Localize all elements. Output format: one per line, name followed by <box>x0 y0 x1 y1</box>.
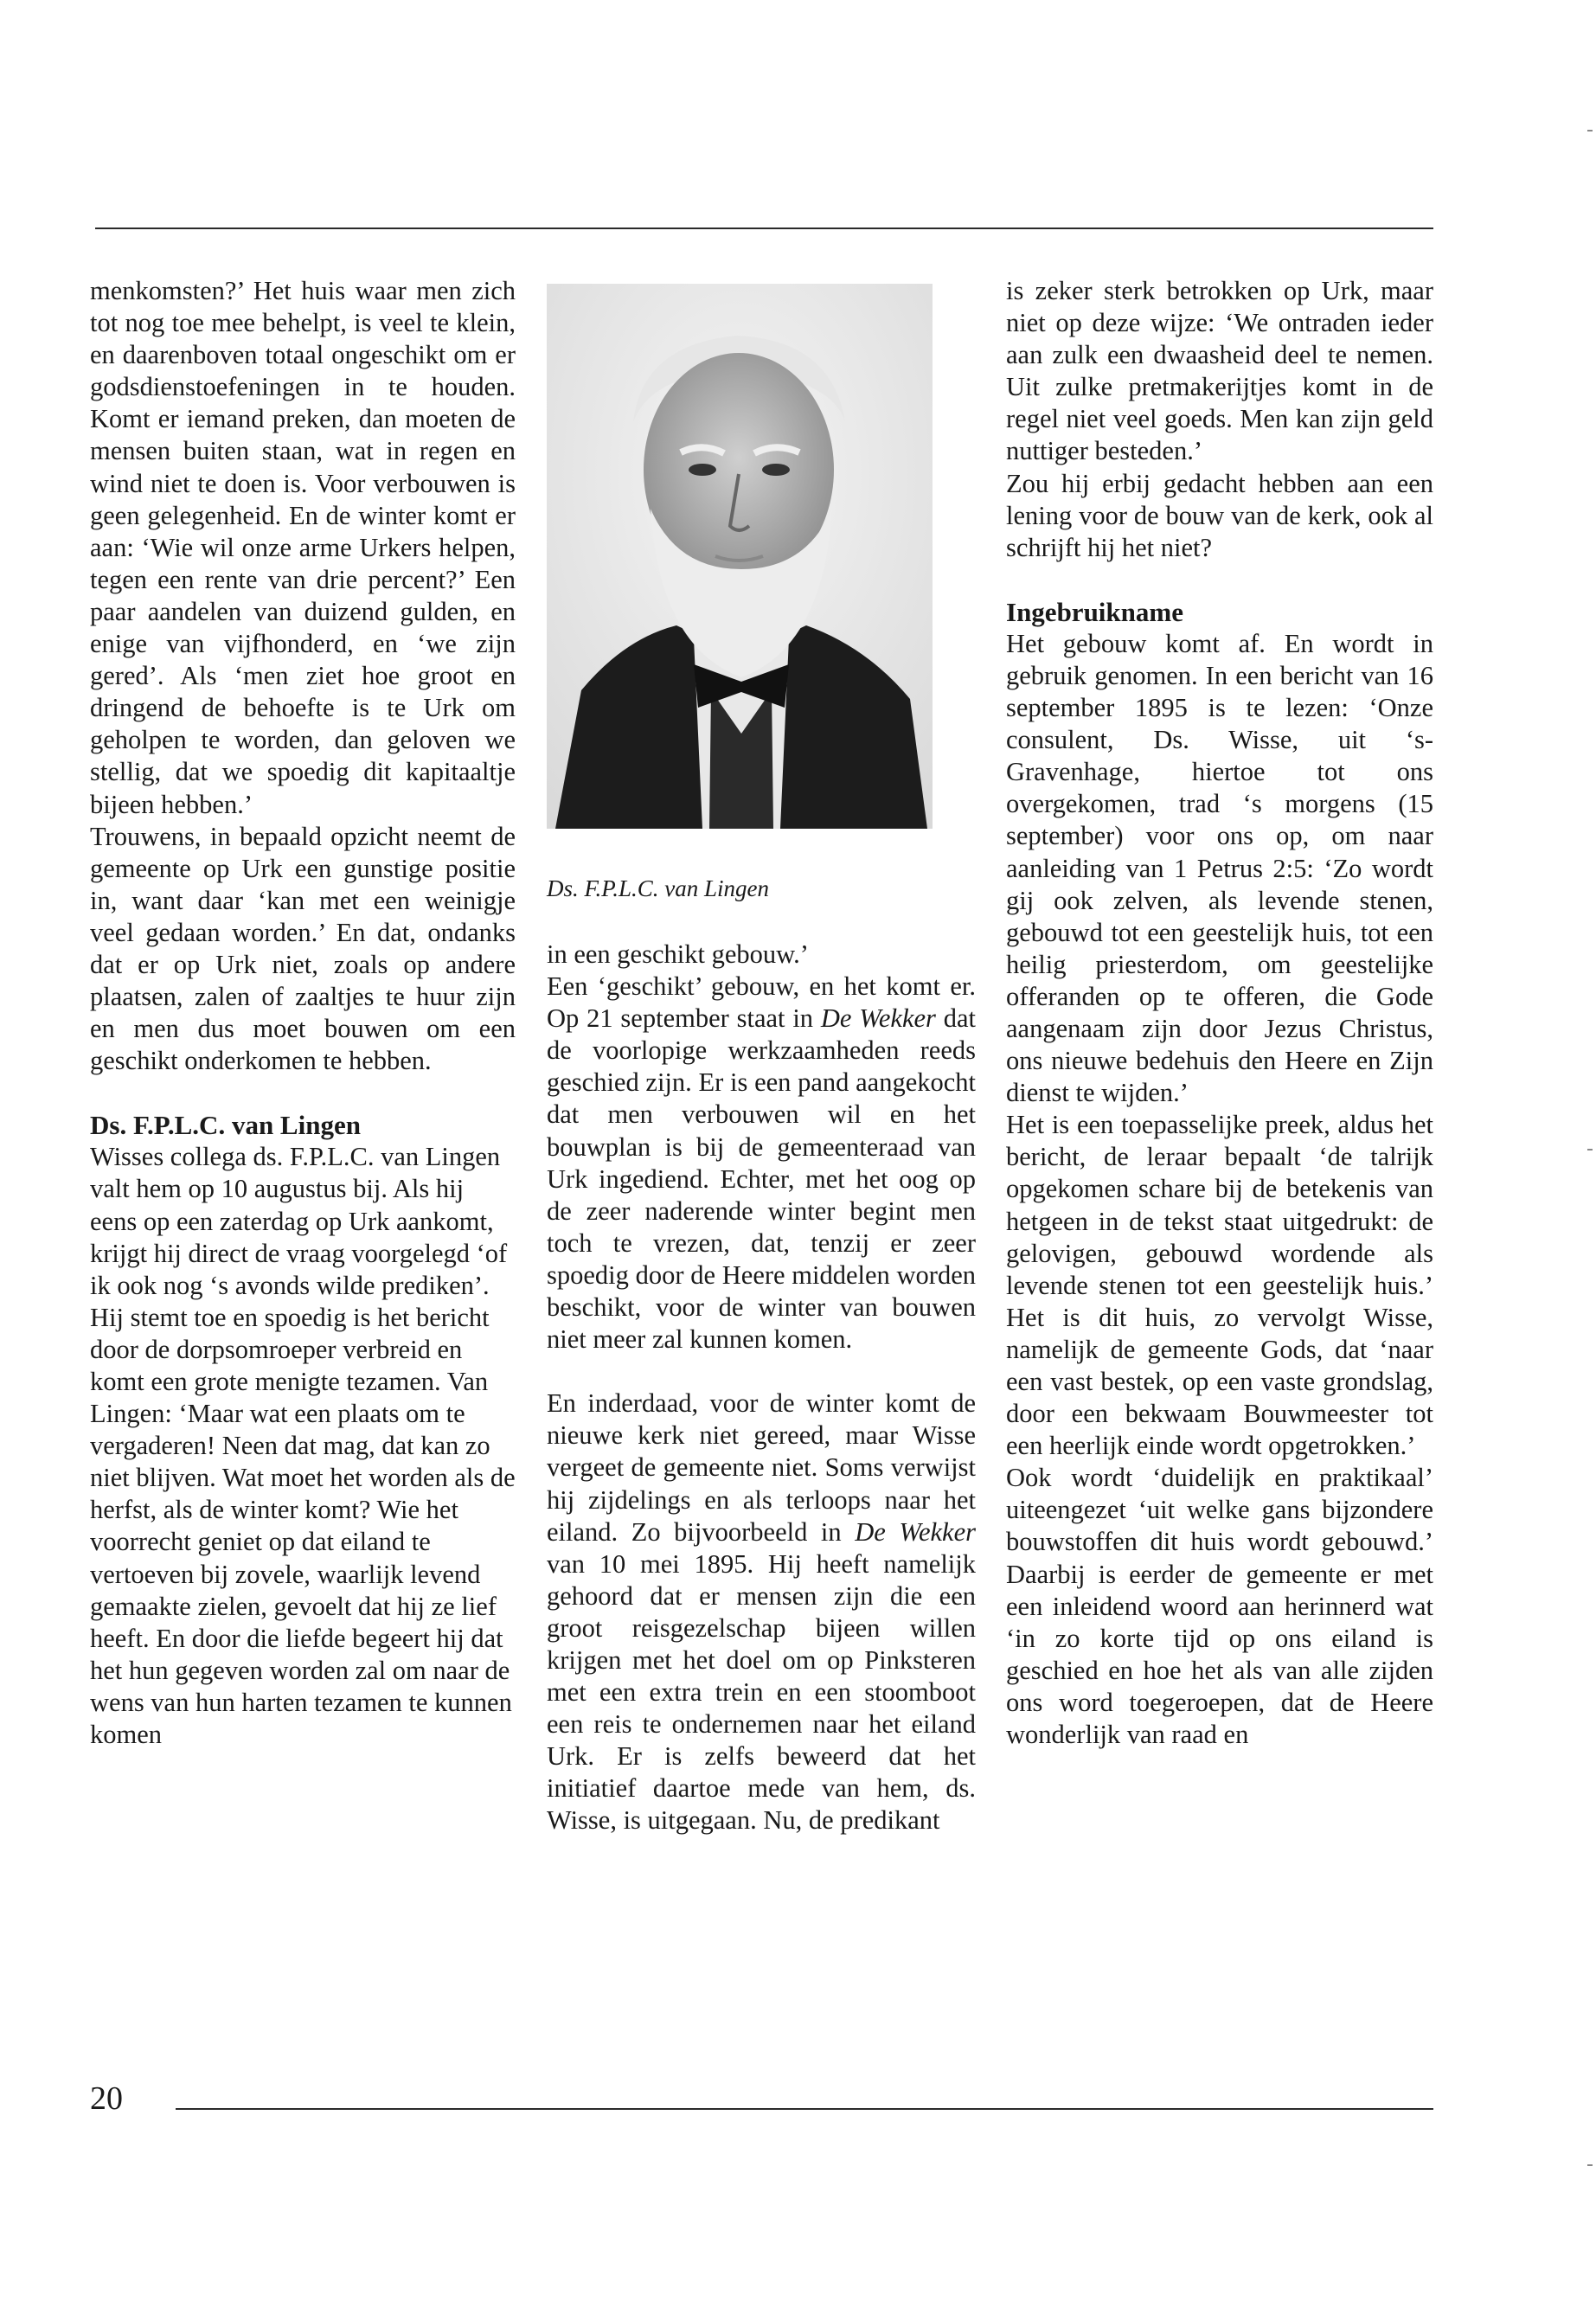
left-column <box>90 275 516 1751</box>
paragraph: in een geschikt gebouw.’ <box>547 939 809 969</box>
portrait-photo-icon <box>547 284 933 829</box>
text-run: dat de voorlopige werkzaamheden reeds geschied zijn. Er is een pand aangekocht dat men verbouwen wil en het bouwplan is bij de gemeenteraad van Urk ingediend. Echter, met het oog op de zeer naderende winter begint men toch te vrezen, dat, tenzij er zeer spoedig door de Heere middelen worden beschikt, voor de winter van bouwen niet meer zal kunnen komen. <box>547 1003 976 1355</box>
text-run: En inderdaad, voor de winter komt de nieuwe kerk niet gereed, maar Wisse vergeet de gemeente niet. Soms verwijst hij zijdelings en als terloops naar het eiland. Zo bijvoorbeeld in <box>547 1388 976 1547</box>
portrait-photo <box>547 284 933 829</box>
paragraph <box>547 1388 976 1836</box>
paragraph <box>547 971 976 1356</box>
paragraph: Wisses collega ds. F.P.L.C. van Lingen valt hem op 10 augustus bij. Als hij eens op een zaterdag op Urk aankomt, krijgt hij direct de vraag voorgelegd ‘of ik ook nog ‘s avonds wilde prediken’. Hij stemt toe en spoedig is het bericht door de dorpsomroeper verbreid en komt een grote menigte tezamen. Van Lingen: ‘Maar wat een plaats om te vergaderen! Neen dat mag, dat kan zo niet blijven. Wat moet het worden als de herfst, als de winter komt? Wie het voorrecht geniet op dat eiland te vertoeven bij zovele, waarlijk levend gemaakte zielen, gevoelt dat hij ze lief heeft. En door die liefde begeert hij dat het hun gegeven worden zal om naar de wens van hun harten tezamen te kunnen komen <box>90 1142 516 1750</box>
scan-mark <box>1587 1149 1593 1150</box>
right-column <box>1006 275 1433 1751</box>
middle-column <box>547 939 976 1837</box>
text-run: van 10 mei 1895. Hij heeft namelijk gehoord dat er mensen zijn die een groot reisgezelschap bijeen willen krijgen met het doel om op Pinksteren met een extra trein en een stoomboot een reis te ondernemen naar het eiland Urk. Er is zelfs beweerd dat het initiatief daartoe mede van hem, ds. Wisse, is uitgegaan. Nu, de predikant <box>547 1548 976 1836</box>
scan-mark <box>1587 130 1593 131</box>
paragraph: Ook wordt ‘duidelijk en praktikaal’ uiteengezet ‘uit welke gans bijzondere bouwstoffen dit huis wordt gebouwd.’ Daarbij is eerder de gemeente er met een inleidend woord aan herinnerd wat ‘in zo korte tijd op ons eiland is geschied en hoe het als van alle zijden ons word toegeroepen, dat de Heere wonderlijk van raad en <box>1006 1463 1433 1750</box>
photo-caption: Ds. F.P.L.C. van Lingen <box>547 875 770 901</box>
paragraph: Het is een toepasselijke preek, aldus het bericht, de leraar bepaalt ‘de talrijk opgekomen schare bij de betekenis van hetgeen in de tekst staat uitgedrukt: de gelovigen, gebouwd wordende als levende stenen tot een geestelijk huis.’ Het is dit huis, zo vervolgt Wisse, namelijk de gemeente Gods, dat ‘naar een vast bestek, op een vaste grondslag, door een bekwaam Bouwmeester tot een heerlijk einde wordt opgetrokken.’ <box>1006 1110 1433 1461</box>
section-heading: Ds. F.P.L.C. van Lingen <box>90 1110 361 1141</box>
text-run: Een ‘geschikt’ gebouw, en het komt er. Op 21 september staat in <box>547 971 976 1034</box>
scan-mark <box>1587 2164 1593 2166</box>
section-heading: Ingebruikname <box>1006 596 1183 627</box>
footer-rule <box>176 2108 1433 2110</box>
header-rule <box>95 228 1433 229</box>
paragraph: Zou hij erbij gedacht hebben aan een lening voor de bouw van de kerk, ook al schrijft hij het niet? <box>1006 468 1433 562</box>
paragraph: menkomsten?’ Het huis waar men zich tot nog toe mee behelpt, is veel te klein, en daarenboven totaal ongeschikt om er godsdienstoefeningen in te houden. Komt er iemand preken, dan moeten de mensen buiten staan, wat in regen en wind niet te doen is. Voor verbouwen is geen gelegenheid. En de winter komt er aan: ‘Wie wil onze arme Urkers helpen, tegen een rente van drie percent?’ Een paar aandelen van duizend gulden, en enige van vijfhonderd, en ‘we zijn gered’. Als ‘men ziet hoe groot en dringend de behoefte is te Urk om geholpen te worden, dan geloven we stellig, dat we spoedig dit kapitaaltje bijeen hebben.’ <box>90 276 516 819</box>
paragraph: Trouwens, in bepaald opzicht neemt de gemeente op Urk een gunstige positie in, want daar ‘kan met een weinigje veel gedaan worden.’ En dat, ondanks dat er op Urk niet, zoals op andere plaatsen, zalen of zaaltjes te huur zijn en men dus moet bouwen om een geschikt onderkomen te hebben. <box>90 821 516 1076</box>
paragraph: Het gebouw komt af. En wordt in gebruik genomen. In een bericht van 16 september 1895 is te lezen: ‘Onze consulent, Ds. Wisse, uit ‘s-Gravenhage, hiertoe tot ons overgekomen, trad ‘s morgens (15 september) voor ons op, om naar aanleiding van 1 Petrus 2:5: ‘Zo wordt gij ook zelven, als levende stenen, gebouwd tot een geestelijk huis, tot een heilig priesterdom, om geestelijke offeranden op te offeren, die Gode aangenaam zijn door Jezus Christus, ons nieuwe bedehuis den Heere en Zijn dienst te wijden.’ <box>1006 628 1433 1108</box>
publication-title: De Wekker <box>855 1516 976 1547</box>
publication-title: De Wekker <box>820 1003 936 1034</box>
paragraph: is zeker sterk betrokken op Urk, maar niet op deze wijze: ‘We ontraden ieder aan zulk een dwaasheid deel te nemen. Uit zulke pretmakerijtjes komt in de regel niet veel goeds. Men kan zijn geld nuttiger besteden.’ <box>1006 276 1433 466</box>
page-number: 20 <box>90 2080 123 2117</box>
